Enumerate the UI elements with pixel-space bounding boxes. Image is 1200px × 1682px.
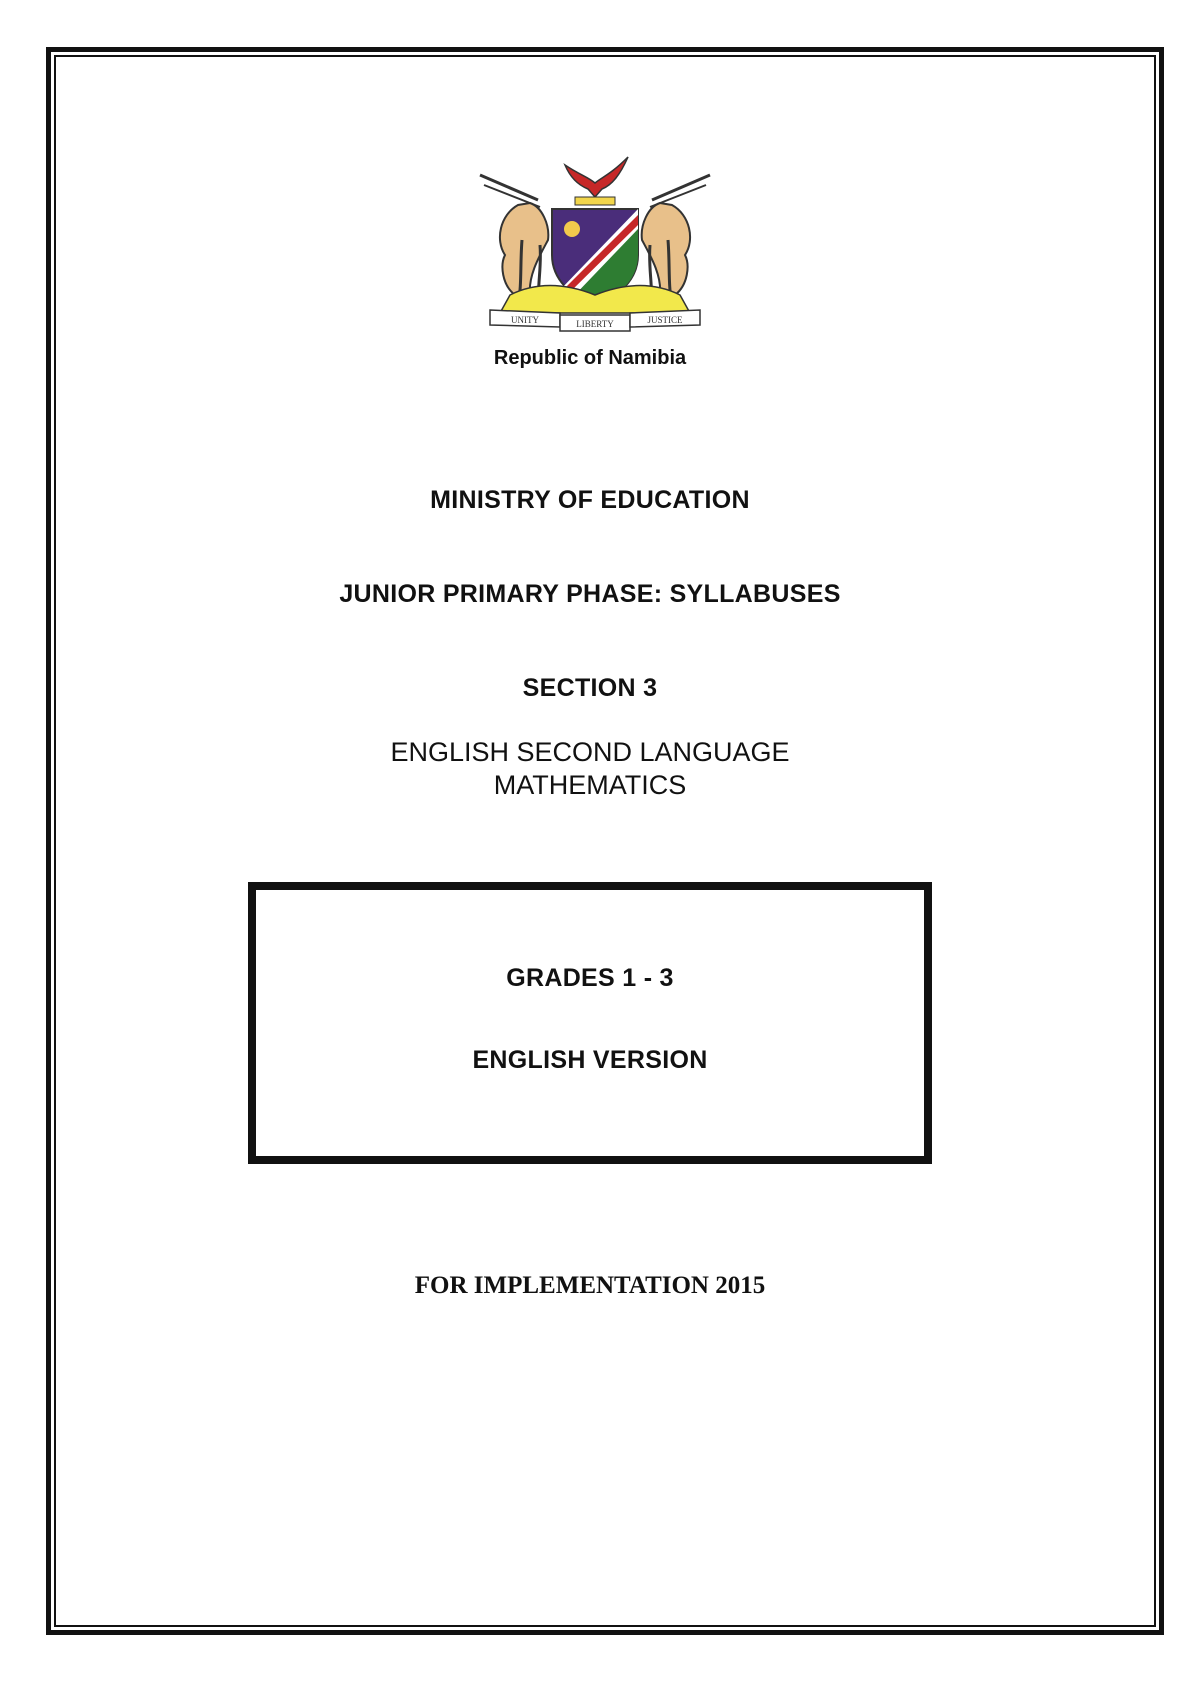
grades-box <box>248 882 932 1164</box>
subject-english: ENGLISH SECOND LANGUAGE <box>390 737 790 767</box>
section-title: SECTION 3 <box>522 674 658 702</box>
subject-mathematics: MATHEMATICS <box>493 770 687 800</box>
coat-of-arms-emblem <box>470 145 720 335</box>
implementation-year: FOR IMPLEMENTATION 2015 <box>414 1272 766 1299</box>
phase-title: JUNIOR PRIMARY PHASE: SYLLABUSES <box>339 580 841 608</box>
motto-justice: JUSTICE <box>647 315 683 325</box>
country-name: Republic of Namibia <box>493 347 687 369</box>
grades-label: GRADES 1 - 3 <box>506 964 674 992</box>
motto-unity: UNITY <box>511 315 539 325</box>
ministry-title: MINISTRY OF EDUCATION <box>430 486 750 514</box>
version-label: ENGLISH VERSION <box>472 1046 708 1074</box>
motto-liberty: LIBERTY <box>576 319 614 329</box>
